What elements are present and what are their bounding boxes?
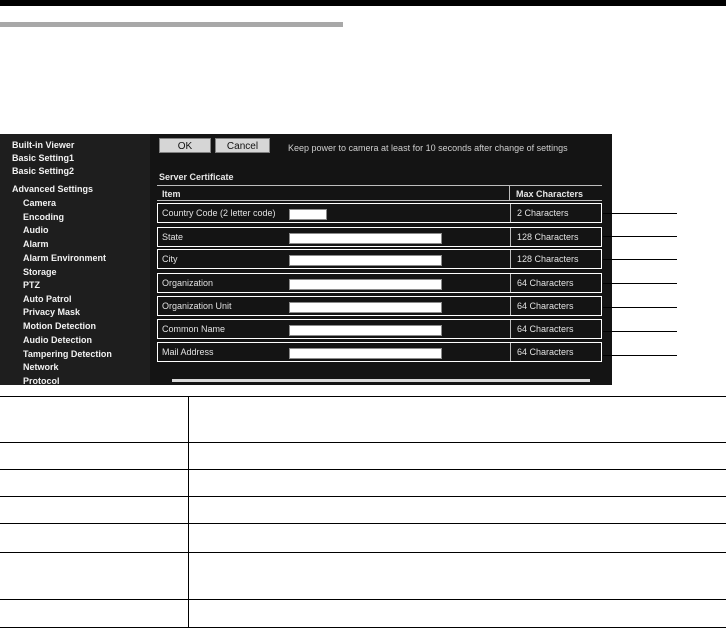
- row-divider: [510, 297, 511, 315]
- callout-line: [603, 307, 677, 308]
- sidebar-item[interactable]: Tampering Detection: [23, 349, 112, 359]
- row-label: Organization: [162, 278, 214, 288]
- row-max-characters: 64 Characters: [517, 347, 574, 357]
- sidebar-item[interactable]: Audio Detection: [23, 335, 92, 345]
- row-label: State: [162, 232, 184, 242]
- col-max-header: Max Characters: [516, 189, 584, 199]
- text-input[interactable]: [289, 233, 442, 244]
- sidebar-item[interactable]: Privacy Mask: [23, 307, 81, 317]
- form-row: [157, 319, 602, 339]
- callout-line: [603, 259, 677, 260]
- sidebar-item[interactable]: Motion Detection: [23, 321, 96, 331]
- row-divider: [510, 228, 511, 246]
- sidebar-item[interactable]: Advanced Settings: [12, 184, 94, 194]
- text-input[interactable]: [289, 209, 327, 220]
- text-input[interactable]: [289, 302, 442, 313]
- row-label: Organization Unit: [162, 301, 232, 311]
- sidebar-item[interactable]: Basic Setting1: [12, 153, 75, 163]
- cancel-button[interactable]: Cancel: [215, 138, 270, 153]
- settings-screenshot: [0, 134, 612, 385]
- header-bottom-line: [157, 200, 602, 201]
- sidebar: [0, 134, 150, 385]
- text-input[interactable]: [289, 255, 442, 266]
- row-label: Country Code (2 letter code): [162, 208, 276, 218]
- row-max-characters: 64 Characters: [517, 324, 574, 334]
- sidebar-item[interactable]: Storage: [23, 267, 57, 277]
- row-max-characters: 64 Characters: [517, 301, 574, 311]
- top-rule: [0, 0, 726, 6]
- horizontal-scrollbar[interactable]: [172, 379, 590, 382]
- form-row: [157, 249, 602, 269]
- sidebar-item[interactable]: PTZ: [23, 280, 40, 290]
- callout-line: [603, 355, 677, 356]
- col-item-header: Item: [162, 189, 181, 199]
- row-max-characters: 2 Characters: [517, 208, 569, 218]
- form-row: [157, 342, 602, 362]
- form-row: [157, 273, 602, 293]
- ok-button[interactable]: OK: [159, 138, 211, 153]
- row-label: Common Name: [162, 324, 226, 334]
- keep-power-note: Keep power to camera at least for 10 seconds after change of settings: [288, 143, 568, 153]
- sidebar-item[interactable]: Camera: [23, 198, 57, 208]
- callout-line: [603, 213, 677, 214]
- row-max-characters: 128 Characters: [517, 254, 579, 264]
- callout-line: [603, 283, 677, 284]
- sidebar-item[interactable]: Protocol: [23, 376, 60, 385]
- text-input[interactable]: [289, 279, 442, 290]
- form-row: [157, 296, 602, 316]
- section-heading-rule: [0, 22, 343, 27]
- row-divider: [510, 274, 511, 292]
- row-max-characters: 128 Characters: [517, 232, 579, 242]
- sidebar-item[interactable]: Alarm Environment: [23, 253, 107, 263]
- text-input[interactable]: [289, 348, 442, 359]
- sidebar-item[interactable]: Encoding: [23, 212, 64, 222]
- callout-line: [603, 331, 677, 332]
- section-title: Server Certificate: [159, 172, 234, 182]
- sidebar-item[interactable]: Audio: [23, 225, 49, 235]
- sidebar-item[interactable]: Built-in Viewer: [12, 140, 75, 150]
- sidebar-item[interactable]: Network: [23, 362, 59, 372]
- callout-line: [603, 236, 677, 237]
- header-top-line: [157, 185, 602, 186]
- row-label: City: [162, 254, 178, 264]
- row-divider: [510, 320, 511, 338]
- row-divider: [510, 204, 511, 222]
- row-divider: [510, 343, 511, 361]
- text-input[interactable]: [289, 325, 442, 336]
- row-label: Mail Address: [162, 347, 214, 357]
- form-row: [157, 227, 602, 247]
- sidebar-item[interactable]: Alarm: [23, 239, 49, 249]
- row-divider: [510, 250, 511, 268]
- sidebar-item[interactable]: Basic Setting2: [12, 166, 75, 176]
- header-divider: [509, 185, 510, 201]
- row-max-characters: 64 Characters: [517, 278, 574, 288]
- form-row: [157, 203, 602, 223]
- sidebar-item[interactable]: Auto Patrol: [23, 294, 72, 304]
